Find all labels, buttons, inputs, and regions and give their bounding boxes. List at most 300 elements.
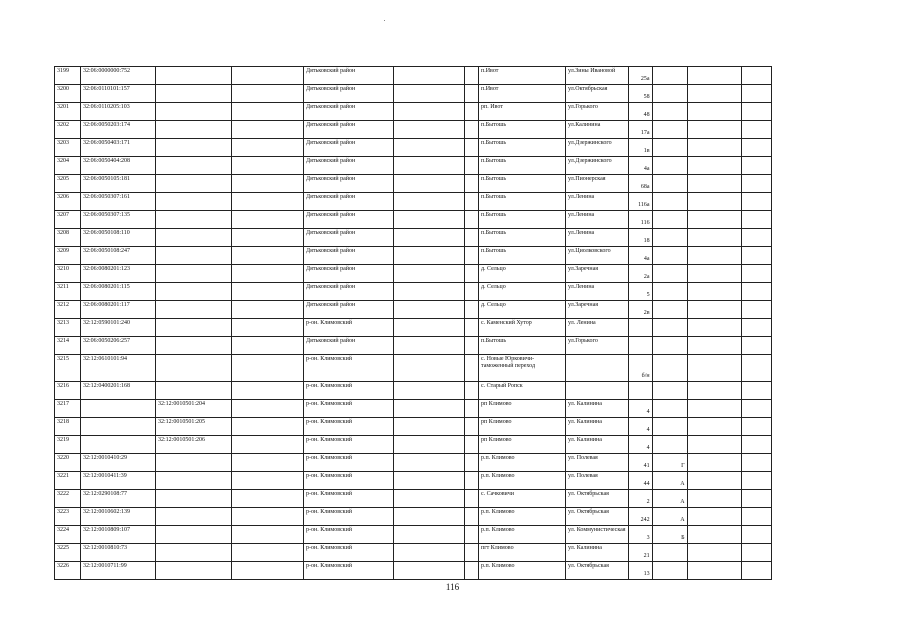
cadastral-number-alt-cell	[156, 103, 232, 121]
district-cell: Дятьковский район	[304, 229, 394, 247]
cadastral-number-cell: 32:12:0010711:99	[81, 562, 156, 580]
street-cell	[566, 382, 629, 400]
street-cell: ул. Октябрьская	[566, 562, 629, 580]
empty-cell	[465, 508, 479, 526]
empty-cell	[465, 157, 479, 175]
empty-cell	[741, 103, 771, 121]
district-cell: Дятьковский район	[304, 283, 394, 301]
cadastral-number-alt-cell	[156, 355, 232, 382]
cadastral-number-alt-cell	[156, 283, 232, 301]
cadastral-number-alt-cell	[156, 67, 232, 85]
locality-cell: п.Ивот	[479, 67, 566, 85]
empty-cell	[741, 247, 771, 265]
empty-cell	[394, 436, 465, 454]
empty-cell	[687, 400, 741, 418]
table-row	[55, 247, 772, 265]
empty-cell	[687, 490, 741, 508]
empty-cell	[465, 193, 479, 211]
cadastral-number-alt-cell	[156, 301, 232, 319]
street-cell: ул. Полевая	[566, 472, 629, 490]
empty-cell	[232, 436, 304, 454]
empty-cell	[465, 121, 479, 139]
table-row	[55, 85, 772, 103]
house-number-cell	[628, 337, 652, 355]
row-number-cell: 3219	[55, 436, 81, 454]
house-number-cell: 68а	[628, 175, 652, 193]
table-row	[55, 472, 772, 490]
row-number-cell: 3212	[55, 301, 81, 319]
row-number-cell: 3221	[55, 472, 81, 490]
house-number-cell: 242	[628, 508, 652, 526]
district-cell: Дятьковский район	[304, 301, 394, 319]
locality-cell: р.п. Климово	[479, 454, 566, 472]
house-letter-cell	[652, 382, 687, 400]
house-letter-cell	[652, 562, 687, 580]
empty-cell	[741, 157, 771, 175]
house-letter-cell	[652, 400, 687, 418]
street-cell: ул. Калинина	[566, 436, 629, 454]
empty-cell	[394, 157, 465, 175]
empty-cell	[232, 490, 304, 508]
district-cell: р-он. Климовский	[304, 490, 394, 508]
cadastral-number-alt-cell	[156, 229, 232, 247]
house-number-cell	[628, 319, 652, 337]
row-number-cell: 3214	[55, 337, 81, 355]
district-cell: Дятьковский район	[304, 247, 394, 265]
empty-cell	[465, 85, 479, 103]
table-row	[55, 400, 772, 418]
house-letter-cell: Г	[652, 454, 687, 472]
house-letter-cell: Б	[652, 526, 687, 544]
street-cell	[566, 355, 629, 382]
street-cell: ул. Ленина	[566, 319, 629, 337]
empty-cell	[232, 562, 304, 580]
empty-cell	[232, 85, 304, 103]
empty-cell	[394, 526, 465, 544]
row-number-cell: 3202	[55, 121, 81, 139]
empty-cell	[741, 337, 771, 355]
empty-cell	[687, 283, 741, 301]
empty-cell	[465, 472, 479, 490]
house-letter-cell: А	[652, 508, 687, 526]
table-row	[55, 139, 772, 157]
empty-cell	[232, 283, 304, 301]
cadastral-number-cell: 32:06:0110205:103	[81, 103, 156, 121]
cadastral-number-cell: 32:06:0110101:157	[81, 85, 156, 103]
street-cell: ул. Полевая	[566, 454, 629, 472]
row-number-cell: 3199	[55, 67, 81, 85]
empty-cell	[465, 211, 479, 229]
cadastral-number-cell	[81, 400, 156, 418]
locality-cell: п.Бытошь	[479, 229, 566, 247]
empty-cell	[394, 382, 465, 400]
house-number-cell	[628, 382, 652, 400]
empty-cell	[687, 211, 741, 229]
empty-cell	[741, 283, 771, 301]
district-cell: р-он. Климовский	[304, 562, 394, 580]
empty-cell	[465, 544, 479, 562]
row-number-cell: 3209	[55, 247, 81, 265]
cadastral-number-cell: 32:12:0010410:29	[81, 454, 156, 472]
cadastral-number-cell: 32:06:0050108:247	[81, 247, 156, 265]
empty-cell	[394, 418, 465, 436]
empty-cell	[465, 454, 479, 472]
district-cell: Дятьковский район	[304, 175, 394, 193]
empty-cell	[741, 526, 771, 544]
empty-cell	[465, 526, 479, 544]
house-number-cell: 48	[628, 103, 652, 121]
locality-cell: п.Бытошь	[479, 211, 566, 229]
empty-cell	[687, 544, 741, 562]
empty-cell	[465, 382, 479, 400]
house-number-cell: 3	[628, 526, 652, 544]
house-letter-cell	[652, 247, 687, 265]
empty-cell	[232, 526, 304, 544]
empty-cell	[687, 472, 741, 490]
district-cell: р-он. Климовский	[304, 472, 394, 490]
empty-cell	[394, 454, 465, 472]
row-number-cell: 3218	[55, 418, 81, 436]
empty-cell	[687, 337, 741, 355]
street-cell: ул.Горького	[566, 337, 629, 355]
table-row	[55, 490, 772, 508]
cadastral-number-alt-cell	[156, 526, 232, 544]
empty-cell	[687, 355, 741, 382]
cadastral-number-alt-cell	[156, 121, 232, 139]
empty-cell	[741, 355, 771, 382]
locality-cell: с. Новые Юрковичи-таможенный переход	[479, 355, 566, 382]
cadastral-number-alt-cell	[156, 490, 232, 508]
row-number-cell: 3215	[55, 355, 81, 382]
empty-cell	[741, 193, 771, 211]
district-cell: Дятьковский район	[304, 193, 394, 211]
cadastral-number-alt-cell	[156, 544, 232, 562]
house-number-cell: 5	[628, 283, 652, 301]
cadastral-number-alt-cell	[156, 319, 232, 337]
empty-cell	[741, 301, 771, 319]
cadastral-number-cell: 32:06:0050105:181	[81, 175, 156, 193]
district-cell: р-он. Климовский	[304, 436, 394, 454]
row-number-cell: 3201	[55, 103, 81, 121]
house-number-cell: 4	[628, 400, 652, 418]
house-number-cell: 17а	[628, 121, 652, 139]
house-number-cell: 18	[628, 229, 652, 247]
house-number-cell: б/н	[628, 355, 652, 382]
row-number-cell: 3223	[55, 508, 81, 526]
empty-cell	[394, 121, 465, 139]
house-number-cell: 2	[628, 490, 652, 508]
cadastral-number-cell: 32:06:0050307:135	[81, 211, 156, 229]
district-cell: Дятьковский район	[304, 265, 394, 283]
locality-cell: с. Сачковичи	[479, 490, 566, 508]
empty-cell	[741, 562, 771, 580]
empty-cell	[687, 526, 741, 544]
street-cell: ул.Пионерская	[566, 175, 629, 193]
empty-cell	[465, 265, 479, 283]
locality-cell: с. Каменский Хутор	[479, 319, 566, 337]
table-row	[55, 121, 772, 139]
empty-cell	[394, 562, 465, 580]
cadastral-number-alt-cell	[156, 382, 232, 400]
house-letter-cell	[652, 283, 687, 301]
house-letter-cell	[652, 67, 687, 85]
empty-cell	[232, 400, 304, 418]
empty-cell	[741, 139, 771, 157]
district-cell: р-он. Климовский	[304, 508, 394, 526]
house-number-cell: 4	[628, 436, 652, 454]
house-number-cell: 21	[628, 544, 652, 562]
cadastral-number-alt-cell	[156, 337, 232, 355]
empty-cell	[232, 175, 304, 193]
table-row	[55, 319, 772, 337]
district-cell: Дятьковский район	[304, 85, 394, 103]
house-letter-cell	[652, 85, 687, 103]
house-letter-cell	[652, 301, 687, 319]
district-cell: Дятьковский район	[304, 139, 394, 157]
house-number-cell: 4	[628, 418, 652, 436]
empty-cell	[232, 544, 304, 562]
empty-cell	[232, 157, 304, 175]
house-letter-cell	[652, 544, 687, 562]
table-row	[55, 157, 772, 175]
table-row	[55, 418, 772, 436]
locality-cell: п.Бытошь	[479, 337, 566, 355]
cadastral-number-alt-cell: 32:12:0010501:205	[156, 418, 232, 436]
empty-cell	[687, 157, 741, 175]
cadastral-number-cell: 32:12:0610101:94	[81, 355, 156, 382]
street-cell: ул. Калинина	[566, 544, 629, 562]
house-number-cell: 41	[628, 454, 652, 472]
empty-cell	[394, 301, 465, 319]
empty-cell	[394, 265, 465, 283]
house-number-cell: 2а	[628, 265, 652, 283]
empty-cell	[741, 121, 771, 139]
table-row	[55, 265, 772, 283]
empty-cell	[394, 229, 465, 247]
empty-cell	[232, 454, 304, 472]
empty-cell	[232, 337, 304, 355]
empty-cell	[465, 562, 479, 580]
house-number-cell: 116	[628, 211, 652, 229]
district-cell: р-он. Климовский	[304, 544, 394, 562]
cadastral-number-cell: 32:06:0080201:117	[81, 301, 156, 319]
house-letter-cell	[652, 193, 687, 211]
cadastral-number-cell: 32:06:0050307:161	[81, 193, 156, 211]
empty-cell	[394, 490, 465, 508]
house-number-cell: 58	[628, 85, 652, 103]
empty-cell	[232, 418, 304, 436]
house-number-cell: 4а	[628, 157, 652, 175]
cadastral-number-cell: 32:06:0050403:171	[81, 139, 156, 157]
house-letter-cell	[652, 319, 687, 337]
cadastral-number-cell: 32:12:0010810:73	[81, 544, 156, 562]
empty-cell	[394, 175, 465, 193]
empty-cell	[232, 121, 304, 139]
street-cell: ул. Октябрьская	[566, 508, 629, 526]
empty-cell	[394, 400, 465, 418]
empty-cell	[687, 418, 741, 436]
house-letter-cell	[652, 265, 687, 283]
table-row	[55, 103, 772, 121]
street-cell: ул.Зины Ивановой	[566, 67, 629, 85]
street-cell: ул.Заречная	[566, 265, 629, 283]
cadastral-number-alt-cell	[156, 472, 232, 490]
empty-cell	[465, 337, 479, 355]
empty-cell	[687, 454, 741, 472]
empty-cell	[232, 229, 304, 247]
empty-cell	[232, 247, 304, 265]
street-cell: ул. Октябрьская	[566, 490, 629, 508]
locality-cell: п.Ивот	[479, 85, 566, 103]
house-number-cell: 44	[628, 472, 652, 490]
cadastral-number-cell	[81, 436, 156, 454]
empty-cell	[394, 193, 465, 211]
empty-cell	[687, 139, 741, 157]
house-letter-cell	[652, 337, 687, 355]
locality-cell: п.Бытошь	[479, 157, 566, 175]
empty-cell	[687, 175, 741, 193]
cadastral-number-cell: 32:06:0050404:208	[81, 157, 156, 175]
empty-cell	[741, 319, 771, 337]
empty-cell	[741, 544, 771, 562]
table-row	[55, 526, 772, 544]
locality-cell: д. Сельцо	[479, 283, 566, 301]
cadastral-number-cell: 32:06:0050203:174	[81, 121, 156, 139]
row-number-cell: 3226	[55, 562, 81, 580]
empty-cell	[741, 175, 771, 193]
table-row	[55, 193, 772, 211]
table-row	[55, 382, 772, 400]
cadastral-number-cell: 32:12:0290108:77	[81, 490, 156, 508]
empty-cell	[465, 67, 479, 85]
empty-cell	[465, 175, 479, 193]
street-cell: ул. Калинина	[566, 418, 629, 436]
empty-cell	[465, 490, 479, 508]
cadastral-number-cell: 32:06:0050206:257	[81, 337, 156, 355]
row-number-cell: 3205	[55, 175, 81, 193]
empty-cell	[394, 139, 465, 157]
empty-cell	[687, 562, 741, 580]
house-letter-cell	[652, 229, 687, 247]
cadastral-number-alt-cell	[156, 508, 232, 526]
empty-cell	[465, 139, 479, 157]
cadastral-number-cell: 32:12:0010602:139	[81, 508, 156, 526]
district-cell: Дятьковский район	[304, 103, 394, 121]
cadastral-number-alt-cell	[156, 193, 232, 211]
empty-cell	[394, 283, 465, 301]
district-cell: р-он. Климовский	[304, 382, 394, 400]
empty-cell	[741, 229, 771, 247]
empty-cell	[741, 472, 771, 490]
empty-cell	[394, 211, 465, 229]
empty-cell	[687, 265, 741, 283]
cadastral-number-cell: 32:06:0000000:752	[81, 67, 156, 85]
house-letter-cell	[652, 103, 687, 121]
cadastral-number-cell: 32:12:0010809:107	[81, 526, 156, 544]
row-number-cell: 3220	[55, 454, 81, 472]
empty-cell	[465, 301, 479, 319]
empty-cell	[394, 508, 465, 526]
row-number-cell: 3200	[55, 85, 81, 103]
house-number-cell: 2в	[628, 301, 652, 319]
empty-cell	[687, 103, 741, 121]
house-number-cell: 13	[628, 562, 652, 580]
table-row	[55, 301, 772, 319]
empty-cell	[741, 454, 771, 472]
district-cell: р-он. Климовский	[304, 355, 394, 382]
row-number-cell: 3216	[55, 382, 81, 400]
empty-cell	[687, 319, 741, 337]
row-number-cell: 3222	[55, 490, 81, 508]
empty-cell	[394, 103, 465, 121]
row-number-cell: 3211	[55, 283, 81, 301]
empty-cell	[687, 67, 741, 85]
locality-cell: р.п. Климово	[479, 472, 566, 490]
empty-cell	[232, 508, 304, 526]
empty-cell	[687, 301, 741, 319]
street-cell: ул.Дзержинского	[566, 139, 629, 157]
empty-cell	[465, 229, 479, 247]
table-row	[55, 211, 772, 229]
scan-speck	[384, 20, 385, 21]
empty-cell	[394, 247, 465, 265]
row-number-cell: 3208	[55, 229, 81, 247]
empty-cell	[232, 472, 304, 490]
street-cell: ул.Октябрьская	[566, 85, 629, 103]
empty-cell	[394, 67, 465, 85]
cadastral-number-alt-cell	[156, 157, 232, 175]
house-letter-cell	[652, 157, 687, 175]
street-cell: ул.Ленина	[566, 283, 629, 301]
table-row	[55, 175, 772, 193]
row-number-cell: 3204	[55, 157, 81, 175]
cadastral-number-cell	[81, 418, 156, 436]
cadastral-number-alt-cell	[156, 562, 232, 580]
table-row	[55, 229, 772, 247]
locality-cell: пгт Климово	[479, 544, 566, 562]
district-cell: Дятьковский район	[304, 121, 394, 139]
locality-cell: д. Сельцо	[479, 301, 566, 319]
cadastral-number-alt-cell	[156, 454, 232, 472]
empty-cell	[394, 85, 465, 103]
table-row	[55, 67, 772, 85]
row-number-cell: 3224	[55, 526, 81, 544]
empty-cell	[687, 247, 741, 265]
house-letter-cell	[652, 418, 687, 436]
cadastral-number-alt-cell	[156, 211, 232, 229]
empty-cell	[232, 193, 304, 211]
street-cell: ул.Ленина	[566, 229, 629, 247]
empty-cell	[741, 382, 771, 400]
cadastral-number-alt-cell	[156, 175, 232, 193]
empty-cell	[687, 508, 741, 526]
register-table	[54, 66, 772, 580]
empty-cell	[741, 508, 771, 526]
street-cell: ул. Калинина	[566, 400, 629, 418]
row-number-cell: 3217	[55, 400, 81, 418]
house-letter-cell: А	[652, 472, 687, 490]
district-cell: р-он. Климовский	[304, 454, 394, 472]
house-letter-cell	[652, 355, 687, 382]
locality-cell: с. Старый Ропск	[479, 382, 566, 400]
cadastral-number-alt-cell: 32:12:0010501:204	[156, 400, 232, 418]
cadastral-number-alt-cell	[156, 265, 232, 283]
empty-cell	[465, 418, 479, 436]
house-letter-cell	[652, 175, 687, 193]
empty-cell	[741, 436, 771, 454]
district-cell: Дятьковский район	[304, 337, 394, 355]
empty-cell	[232, 211, 304, 229]
